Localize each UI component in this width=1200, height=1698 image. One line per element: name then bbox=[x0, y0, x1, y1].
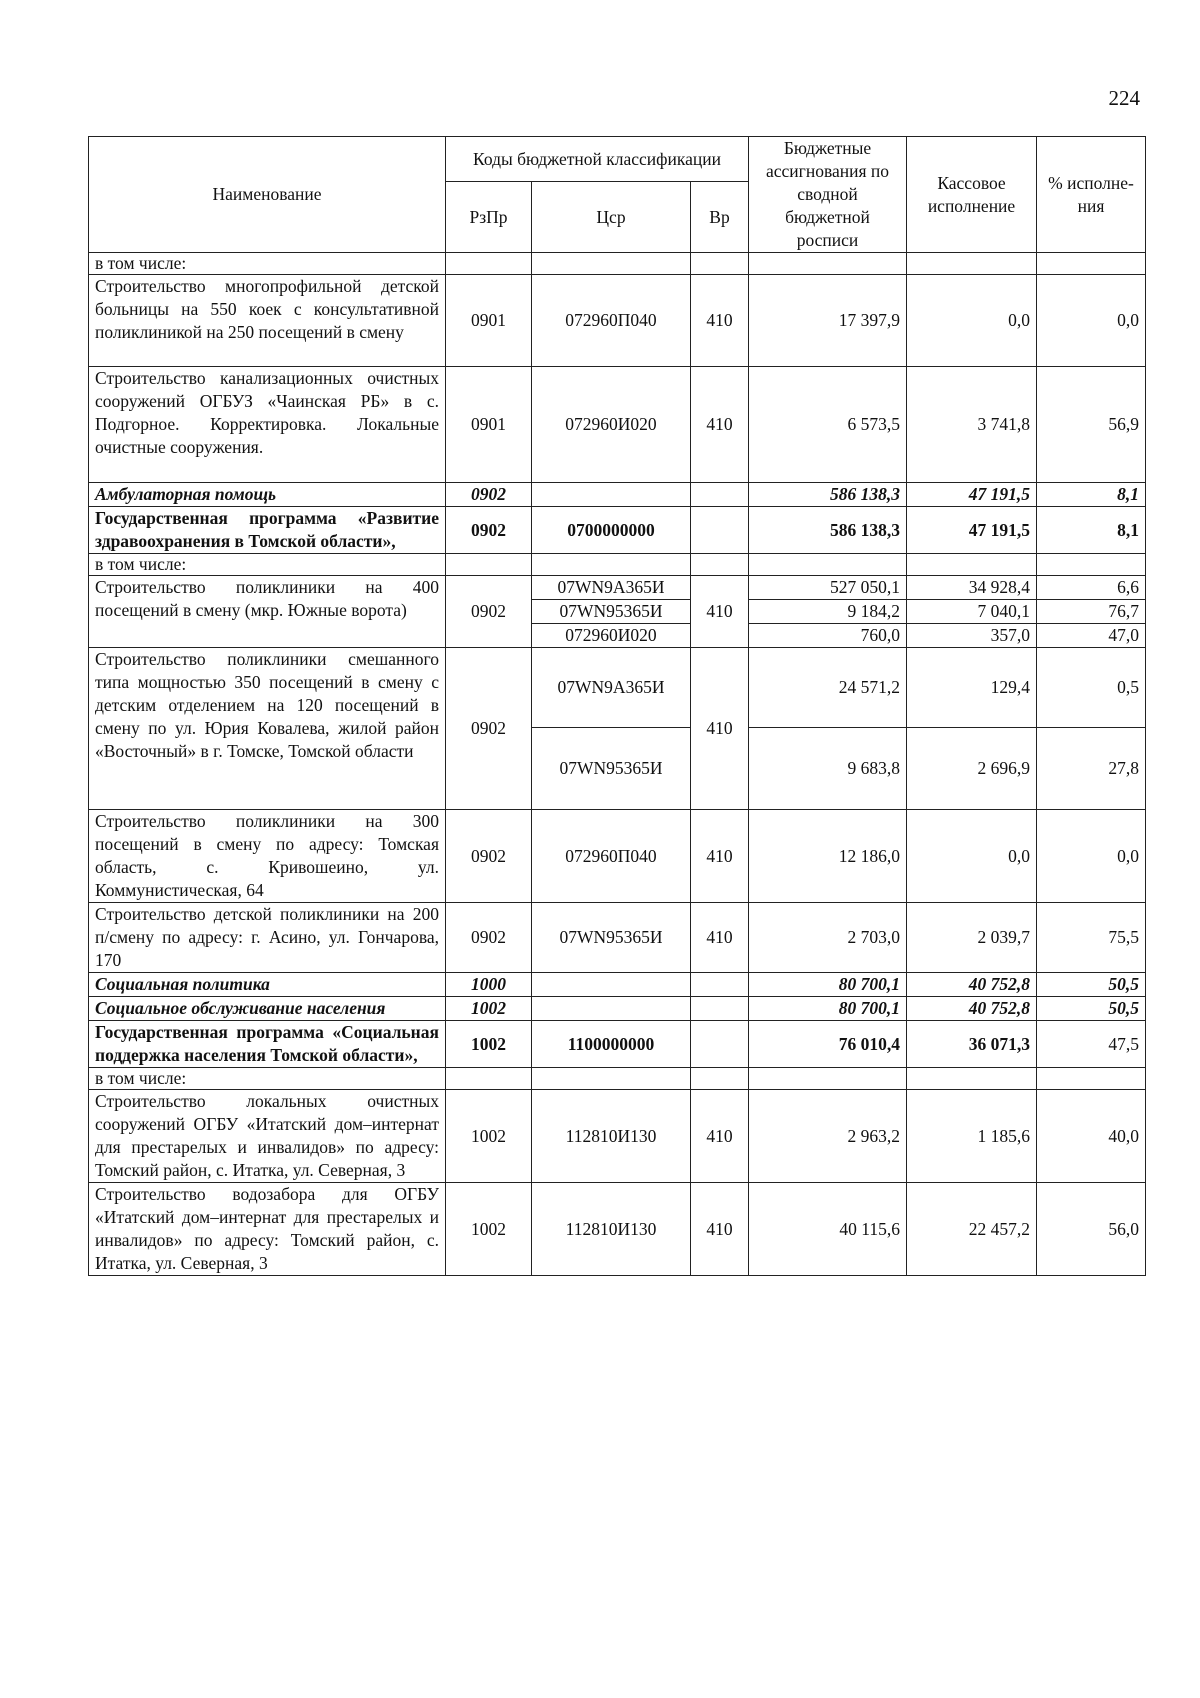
row-percent: 6,6 bbox=[1037, 576, 1146, 600]
header-rzpr: РзПр bbox=[446, 182, 532, 253]
table-row bbox=[89, 648, 1146, 728]
program-rzpr: 1002 bbox=[446, 1021, 532, 1068]
table-row bbox=[89, 1090, 1146, 1183]
program-cash: 47 191,5 bbox=[907, 507, 1037, 554]
program-name: Государственная программа «Развитие здравоохранения в Томской области», bbox=[89, 507, 446, 554]
row-name: Строительство поликлиники на 400 посещений в смену (мкр. Южные ворота) bbox=[89, 576, 446, 648]
page-number: 224 bbox=[1108, 86, 1140, 110]
row-allocation: 9 184,2 bbox=[749, 600, 907, 624]
row-vr: 410 bbox=[691, 275, 749, 367]
program-allocation: 586 138,3 bbox=[749, 507, 907, 554]
row-allocation: 2 963,2 bbox=[749, 1090, 907, 1183]
row-cash: 129,4 bbox=[907, 648, 1037, 728]
row-vr: 410 bbox=[691, 576, 749, 648]
row-rzpr: 0902 bbox=[446, 648, 532, 810]
section-cash: 47 191,5 bbox=[907, 483, 1037, 507]
header-codes-group: Коды бюджетной классификации bbox=[446, 137, 749, 182]
section-name: Социальное обслуживание населения bbox=[89, 997, 446, 1021]
row-name: Строительство водозабора для ОГБУ «Итатский дом–интернат для престарелых и инвалидов» по адресу: Томский район, с. Итатка, ул. Северная, 3 bbox=[89, 1183, 446, 1276]
row-vr: 410 bbox=[691, 903, 749, 973]
program-name: Государственная программа «Социальная поддержка населения Томской области», bbox=[89, 1021, 446, 1068]
header-cash: Кассовое исполнение bbox=[907, 137, 1037, 253]
row-tsr: 07WN9A365И bbox=[532, 648, 691, 728]
row-tsr: 072960П040 bbox=[532, 810, 691, 903]
section-row bbox=[89, 997, 1146, 1021]
row-percent: 56,0 bbox=[1037, 1183, 1146, 1276]
budget-table bbox=[88, 136, 1146, 1276]
row-tsr: 072960И020 bbox=[532, 367, 691, 483]
row-vr: 410 bbox=[691, 367, 749, 483]
row-vr: 410 bbox=[691, 1183, 749, 1276]
row-rzpr: 1002 bbox=[446, 1183, 532, 1276]
section-name: Амбулаторная помощь bbox=[89, 483, 446, 507]
row-allocation: 24 571,2 bbox=[749, 648, 907, 728]
section-name: Социальная политика bbox=[89, 973, 446, 997]
row-rzpr: 0902 bbox=[446, 576, 532, 648]
table-row bbox=[89, 576, 1146, 600]
row-cash: 0,0 bbox=[907, 275, 1037, 367]
section-rzpr: 0902 bbox=[446, 483, 532, 507]
table-row bbox=[89, 275, 1146, 367]
row-allocation: 527 050,1 bbox=[749, 576, 907, 600]
row-cash: 357,0 bbox=[907, 624, 1037, 648]
section-rzpr: 1002 bbox=[446, 997, 532, 1021]
section-rzpr: 1000 bbox=[446, 973, 532, 997]
program-tsr: 0700000000 bbox=[532, 507, 691, 554]
program-allocation: 76 010,4 bbox=[749, 1021, 907, 1068]
row-allocation: 12 186,0 bbox=[749, 810, 907, 903]
row-rzpr: 0901 bbox=[446, 275, 532, 367]
row-allocation: 17 397,9 bbox=[749, 275, 907, 367]
including-label: в том числе: bbox=[89, 253, 446, 275]
row-cash: 3 741,8 bbox=[907, 367, 1037, 483]
section-allocation: 80 700,1 bbox=[749, 997, 907, 1021]
row-percent: 27,8 bbox=[1037, 728, 1146, 810]
row-allocation: 40 115,6 bbox=[749, 1183, 907, 1276]
header-allocations: Бюджетные ассигнования по сводной бюджетной росписи bbox=[749, 137, 907, 253]
row-name: Строительство детской поликлиники на 200 п/смену по адресу: г. Асино, ул. Гончарова, 170 bbox=[89, 903, 446, 973]
section-percent: 50,5 bbox=[1037, 997, 1146, 1021]
row-allocation: 2 703,0 bbox=[749, 903, 907, 973]
including-row bbox=[89, 253, 1146, 275]
row-percent: 56,9 bbox=[1037, 367, 1146, 483]
row-rzpr: 0902 bbox=[446, 903, 532, 973]
row-cash: 22 457,2 bbox=[907, 1183, 1037, 1276]
row-percent: 0,0 bbox=[1037, 275, 1146, 367]
table-row bbox=[89, 903, 1146, 973]
section-cash: 40 752,8 bbox=[907, 997, 1037, 1021]
section-allocation: 586 138,3 bbox=[749, 483, 907, 507]
program-rzpr: 0902 bbox=[446, 507, 532, 554]
table-row bbox=[89, 810, 1146, 903]
section-cash: 40 752,8 bbox=[907, 973, 1037, 997]
row-cash: 1 185,6 bbox=[907, 1090, 1037, 1183]
section-row bbox=[89, 973, 1146, 997]
row-cash: 2 039,7 bbox=[907, 903, 1037, 973]
section-allocation: 80 700,1 bbox=[749, 973, 907, 997]
row-rzpr: 0902 bbox=[446, 810, 532, 903]
including-row bbox=[89, 554, 1146, 576]
row-percent: 47,0 bbox=[1037, 624, 1146, 648]
header-vr: Вр bbox=[691, 182, 749, 253]
including-label: в том числе: bbox=[89, 554, 446, 576]
header-name: Наименование bbox=[89, 137, 446, 253]
row-tsr: 07WN95365И bbox=[532, 728, 691, 810]
row-rzpr: 0901 bbox=[446, 367, 532, 483]
row-percent: 0,5 bbox=[1037, 648, 1146, 728]
row-percent: 76,7 bbox=[1037, 600, 1146, 624]
program-tsr: 1100000000 bbox=[532, 1021, 691, 1068]
including-label: в том числе: bbox=[89, 1068, 446, 1090]
header-row bbox=[89, 137, 1146, 182]
row-cash: 7 040,1 bbox=[907, 600, 1037, 624]
including-row bbox=[89, 1068, 1146, 1090]
section-percent: 50,5 bbox=[1037, 973, 1146, 997]
row-tsr: 07WN9A365И bbox=[532, 576, 691, 600]
program-row bbox=[89, 1021, 1146, 1068]
row-tsr: 07WN95365И bbox=[532, 600, 691, 624]
row-percent: 40,0 bbox=[1037, 1090, 1146, 1183]
program-percent: 8,1 bbox=[1037, 507, 1146, 554]
row-tsr: 072960И020 bbox=[532, 624, 691, 648]
row-percent: 75,5 bbox=[1037, 903, 1146, 973]
row-vr: 410 bbox=[691, 648, 749, 810]
row-name: Строительство многопрофильной детской больницы на 550 коек с консультативной поликлиникой на 250 посещений в смену bbox=[89, 275, 446, 367]
row-tsr: 07WN95365И bbox=[532, 903, 691, 973]
program-percent: 47,5 bbox=[1037, 1021, 1146, 1068]
row-allocation: 6 573,5 bbox=[749, 367, 907, 483]
section-row bbox=[89, 483, 1146, 507]
row-vr: 410 bbox=[691, 1090, 749, 1183]
table-row bbox=[89, 367, 1146, 483]
row-tsr: 112810И130 bbox=[532, 1183, 691, 1276]
row-tsr: 112810И130 bbox=[532, 1090, 691, 1183]
program-cash: 36 071,3 bbox=[907, 1021, 1037, 1068]
row-vr: 410 bbox=[691, 810, 749, 903]
section-percent: 8,1 bbox=[1037, 483, 1146, 507]
header-tsr: Цср bbox=[532, 182, 691, 253]
row-name: Строительство канализационных очистных сооружений ОГБУЗ «Чаинская РБ» в с. Подгорное. Корректировка. Локальные очистные сооружения. bbox=[89, 367, 446, 483]
program-row bbox=[89, 507, 1146, 554]
row-allocation: 760,0 bbox=[749, 624, 907, 648]
row-name: Строительство поликлиники смешанного типа мощностью 350 посещений в смену с детским отделением на 120 посещений в смену по ул. Юрия Ковалева, жилой район «Восточный» в г. Томске, Томской области bbox=[89, 648, 446, 810]
row-name: Строительство поликлиники на 300 посещений в смену по адресу: Томская область, с. Кривошеино, ул. Коммунистическая, 64 bbox=[89, 810, 446, 903]
row-percent: 0,0 bbox=[1037, 810, 1146, 903]
header-percent: % исполне-ния bbox=[1037, 137, 1146, 253]
row-name: Строительство локальных очистных сооружений ОГБУ «Итатский дом–интернат для престарелых и инвалидов» по адресу: Томский район, с. Итатка, ул. Северная, 3 bbox=[89, 1090, 446, 1183]
row-tsr: 072960П040 bbox=[532, 275, 691, 367]
row-cash: 2 696,9 bbox=[907, 728, 1037, 810]
table-row bbox=[89, 1183, 1146, 1276]
row-rzpr: 1002 bbox=[446, 1090, 532, 1183]
row-cash: 0,0 bbox=[907, 810, 1037, 903]
row-cash: 34 928,4 bbox=[907, 576, 1037, 600]
row-allocation: 9 683,8 bbox=[749, 728, 907, 810]
